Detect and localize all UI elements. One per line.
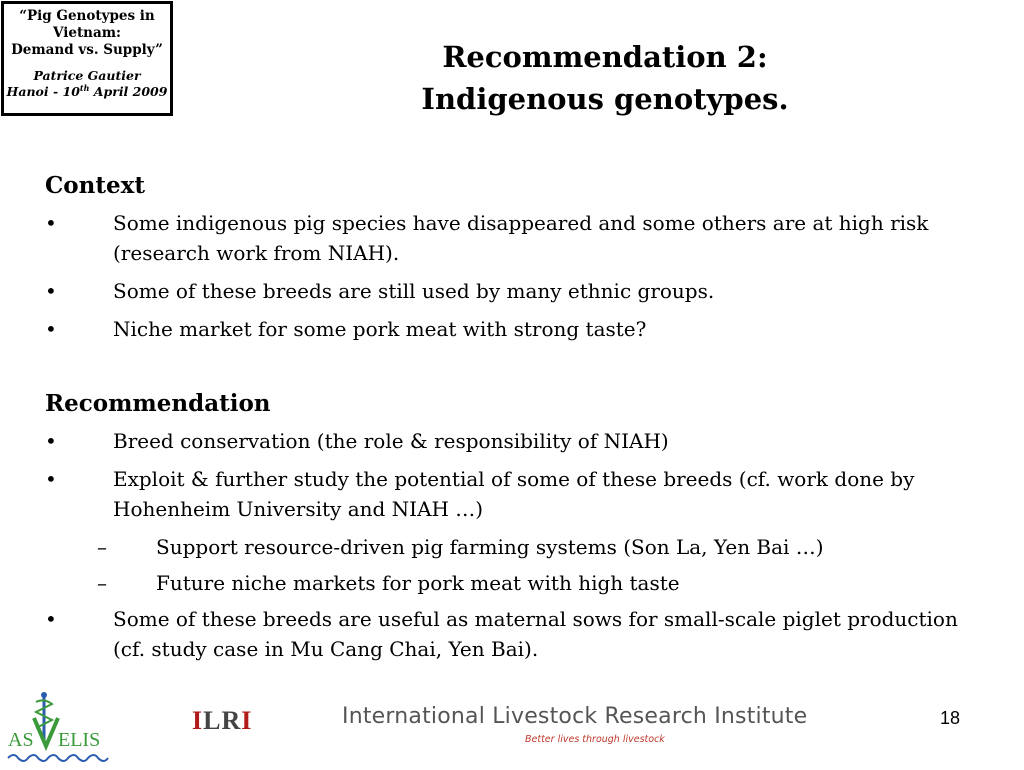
presentation-title-line: Vietnam: [52,25,122,41]
recommendation-bullet-text: Breed conservation (the role & responsibility of NIAH) [113,429,669,453]
bullet-mark: • [45,279,57,303]
recommendation-bullet [45,426,980,456]
dash-mark: – [97,535,107,559]
ilri-full-name: International Livestock Research Institute [342,704,808,729]
slide-title-line-1: Recommendation 2: [442,40,768,74]
presentation-date: Hanoi - 10th April 2009 [6,82,168,99]
presentation-title-line: Demand vs. Supply” [11,42,163,58]
recommendation-sub-bullet-text: Future niche markets for pork meat with high taste [156,571,680,595]
slide-footer [0,680,1024,768]
context-bullet [45,208,980,268]
bullet-mark: • [45,317,57,341]
recommendation-bullet [45,464,980,524]
bullet-mark: • [45,467,57,491]
context-bullet-text: Some indigenous pig species have disappeared and some others are at high risk (research work from NIAH). [113,211,929,265]
bullet-mark: • [45,429,57,453]
slide-title [400,36,810,120]
context-heading: Context [45,172,145,199]
asvelis-logo [6,688,126,766]
bullet-mark: • [45,211,57,235]
context-bullet [45,276,980,306]
ilri-tagline: Better lives through livestock [525,734,665,745]
presentation-title-line: “Pig Genotypes in [19,8,155,24]
recommendation-bullet-text: Some of these breeds are useful as maternal sows for small-scale piglet production (cf. study case in Mu Cang Chai, Yen Bai). [113,607,958,661]
bullet-mark: • [45,607,57,631]
presentation-info-box [1,1,173,116]
recommendation-sub-bullet [45,532,980,562]
ilri-logo: ILRI [192,706,253,735]
page-number: 18 [940,708,961,728]
slide-body [45,170,980,672]
recommendation-bullet-text: Exploit & further study the potential of some of these breeds (cf. work done by Hohenheim University and NIAH …) [113,467,915,521]
recommendation-sub-bullet [45,568,980,598]
asvelis-text-left: AS [8,729,34,751]
context-bullet-text: Some of these breeds are still used by many ethnic groups. [113,279,715,303]
context-bullet-text: Niche market for some pork meat with strong taste? [113,317,647,341]
context-bullet [45,314,980,344]
slide-title-line-2: Indigenous genotypes. [421,82,789,116]
dash-mark: – [97,571,107,595]
asvelis-logo-graphic [6,688,126,766]
recommendation-heading: Recommendation [45,390,271,417]
presenter-name: Patrice Gautier [33,68,141,83]
asvelis-text-right: ELIS [58,729,101,751]
recommendation-bullet [45,604,980,664]
recommendation-sub-bullet-text: Support resource-driven pig farming systems (Son La, Yen Bai …) [156,535,824,559]
